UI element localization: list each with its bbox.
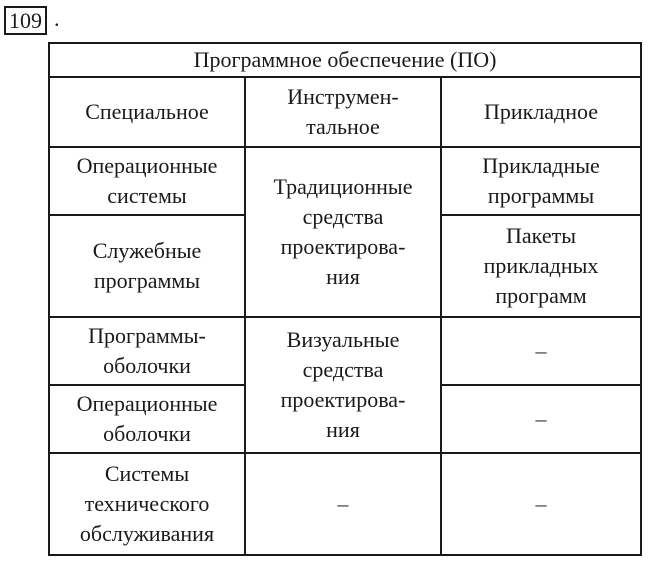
special-cell-utility-programs: Служебные программы bbox=[49, 215, 245, 317]
special-cell-maintenance-systems: Системы технического обслуживания bbox=[49, 453, 245, 555]
instrumental-cell-empty-dash: – bbox=[245, 453, 441, 555]
software-classification-table bbox=[48, 42, 642, 556]
special-cell-operating-systems: Операционные системы bbox=[49, 147, 245, 215]
task-number-dot: . bbox=[54, 6, 60, 31]
special-cell-shell-programs: Программы- оболочки bbox=[49, 317, 245, 385]
applied-cell-application-packages: Пакеты прикладных программ bbox=[441, 215, 641, 317]
table-row bbox=[49, 453, 641, 555]
table-title: Программное обеспечение (ПО) bbox=[49, 43, 641, 77]
table-row bbox=[49, 147, 641, 215]
applied-cell-application-programs: Прикладные программы bbox=[441, 147, 641, 215]
header-applied: Прикладное bbox=[441, 77, 641, 147]
header-instrumental: Инструмен- тальное bbox=[245, 77, 441, 147]
applied-cell-empty-dash: – bbox=[441, 453, 641, 555]
task-number: 109 bbox=[4, 6, 47, 35]
table-title-row bbox=[49, 43, 641, 77]
applied-cell-empty-dash: – bbox=[441, 385, 641, 453]
instrumental-cell-traditional-tools: Традиционные средства проектирова- ния bbox=[245, 147, 441, 317]
instrumental-cell-visual-tools: Визуальные средства проектирова- ния bbox=[245, 317, 441, 453]
header-special: Специальное bbox=[49, 77, 245, 147]
applied-cell-empty-dash: – bbox=[441, 317, 641, 385]
table-header-row bbox=[49, 77, 641, 147]
table-row bbox=[49, 317, 641, 385]
special-cell-operating-shells: Операционные оболочки bbox=[49, 385, 245, 453]
